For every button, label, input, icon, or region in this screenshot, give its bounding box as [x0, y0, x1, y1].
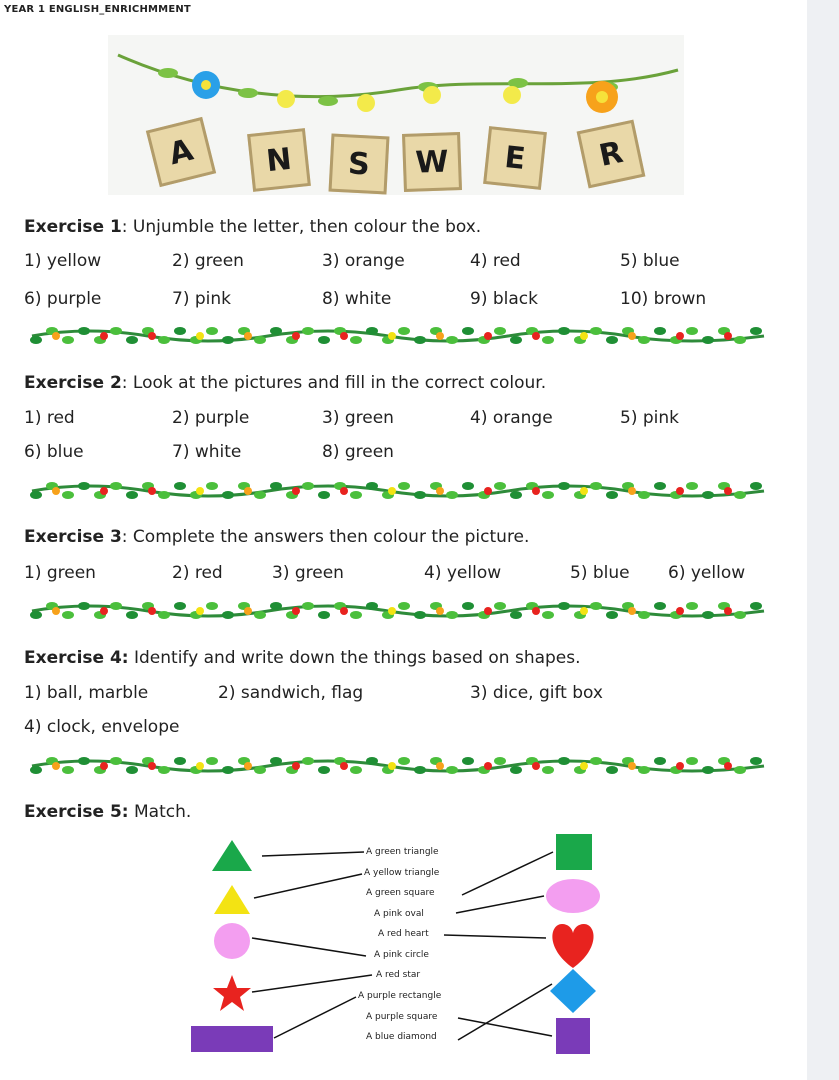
ex3-answer: 6) yellow [668, 563, 746, 583]
right-purple-square [556, 1018, 590, 1054]
ex1-answer: 2) green [172, 251, 244, 271]
ex4-answer: 2) sandwich, flag [218, 683, 364, 703]
ex2-answer: 3) green [322, 408, 394, 428]
right-green-square [556, 834, 592, 870]
match-label: A pink oval [374, 909, 424, 919]
ex4-answer: 4) clock, envelope [24, 717, 180, 737]
ex2-answer: 5) pink [620, 408, 679, 428]
ex4-answer: 3) dice, gift box [470, 683, 603, 703]
ex1-answer: 3) orange [322, 251, 405, 271]
ex1-answer: 7) pink [172, 289, 231, 309]
banner-letter-w: W [402, 132, 462, 192]
match-label: A purple rectangle [358, 991, 442, 1001]
match-label: A pink circle [374, 950, 429, 960]
left-pink-circle [214, 923, 250, 959]
ex1-answer: 8) white [322, 289, 392, 309]
left-red-star [213, 975, 251, 1011]
match-label: A blue diamond [366, 1032, 437, 1042]
ex2-answer: 2) purple [172, 408, 250, 428]
banner-letter-s: S [329, 134, 390, 195]
left-purple-rectangle [191, 1026, 273, 1052]
ex3-answer: 4) yellow [424, 563, 502, 583]
worksheet-header: YEAR 1 ENGLISH_ENRICHMMENT [4, 4, 191, 15]
left-yellow-triangle [214, 885, 250, 914]
match-label: A red star [376, 970, 421, 980]
ex3-answer: 5) blue [570, 563, 630, 583]
banner-letter-a: A [146, 117, 216, 187]
ex2-answer: 4) orange [470, 408, 553, 428]
exercise-5-title: Exercise 5: Match. [24, 802, 192, 822]
ex1-answer: 4) red [470, 251, 521, 271]
left-green-triangle [212, 840, 252, 871]
banner-letter-r: R [577, 120, 646, 189]
exercise-3-title: Exercise 3: Complete the answers then colour the picture. [24, 527, 530, 547]
right-blue-diamond [550, 969, 596, 1013]
match-label: A green square [366, 888, 435, 898]
ex1-answer: 5) blue [620, 251, 680, 271]
match-label: A red heart [378, 929, 429, 939]
ex1-answer: 9) black [470, 289, 538, 309]
match-label: A purple square [366, 1012, 438, 1022]
ex4-answer: 1) ball, marble [24, 683, 149, 703]
ex3-answer: 1) green [24, 563, 96, 583]
banner-letter-e: E [483, 126, 547, 190]
ex2-answer: 7) white [172, 442, 242, 462]
match-label: A green triangle [366, 847, 439, 857]
exercise-4-title: Exercise 4: Identify and write down the things based on shapes. [24, 648, 581, 668]
ex2-answer: 1) red [24, 408, 75, 428]
ex1-answer: 6) purple [24, 289, 102, 309]
ex1-answer: 10) brown [620, 289, 707, 309]
match-label: A yellow triangle [364, 868, 440, 878]
ex2-answer: 8) green [322, 442, 394, 462]
ex3-answer: 3) green [272, 563, 344, 583]
ex2-answer: 6) blue [24, 442, 84, 462]
right-pink-oval [546, 879, 600, 913]
ex3-answer: 2) red [172, 563, 223, 583]
right-red-heart [552, 924, 593, 968]
exercise-2-title: Exercise 2: Look at the pictures and fill in the correct colour. [24, 373, 547, 393]
banner-letter-n: N [247, 128, 311, 192]
exercise-1-title: Exercise 1: Unjumble the letter, then colour the box. [24, 217, 482, 237]
ex1-answer: 1) yellow [24, 251, 102, 271]
